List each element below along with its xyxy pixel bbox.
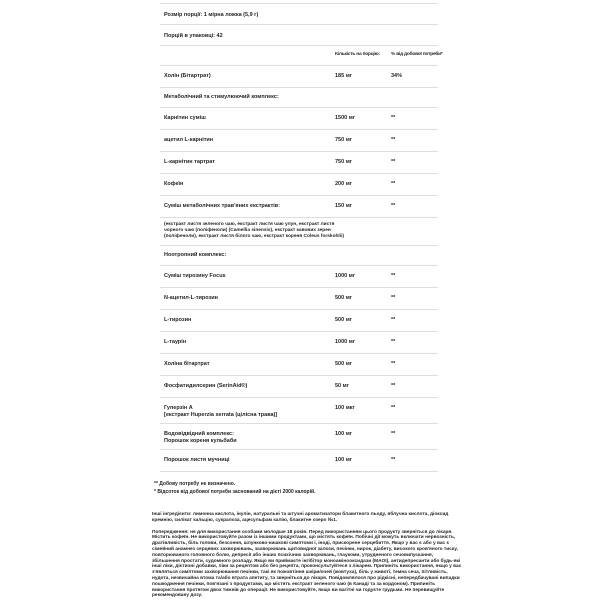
ingredient-name: Суміш метаболічних трав'яних екстрактів: — [164, 203, 280, 209]
ingredient-row — [160, 398, 438, 424]
footnote-daily-value-not-established: ** Добову потребу не визначено. — [154, 481, 236, 487]
ingredient-row — [160, 266, 438, 288]
daily-value-column-header: % від добової потреби* — [391, 52, 443, 57]
other-ingredients-text: Інші інгредієнти: лимонна кислота, інулін, натуральні та штучні ароматизатори блакитного льоду, яблучна кислота, діоксид кремнію, силікат кальцію, сукралоза, ацесульфам калію, блакитне озеро №1. — [152, 512, 449, 523]
ingredient-amount: 150 мг — [335, 203, 353, 209]
ingredient-rows — [160, 66, 438, 472]
ingredient-name: L-тирозин — [164, 317, 192, 323]
ingredient-amount: 750 мг — [335, 137, 353, 143]
ingredient-daily-value: ** — [391, 339, 396, 345]
ingredient-amount: 200 мг — [335, 181, 353, 187]
servings-per-container-row — [160, 25, 438, 46]
ingredient-daily-value: ** — [391, 317, 396, 323]
ingredient-row — [160, 174, 438, 196]
ingredient-name: Гуперзін А [екстракт Huperzia serrata (цілісна трава)] — [164, 405, 334, 418]
warnings-text: Попередження: не для використання особами молодше 18 років. Перед використанням цього продукту зверніться до лікаря. Містить кофеїн. Не використовуйте разом із іншими продуктами, що містять кофеїн. Побічні дії можуть включати нервозність, дратівливість, біль голови, безсоння, шлунково-кишкові симптоми і, іноді, прискорене серцебиття. Якщо у вас є або у вас є сімейний анамнез серцевих захворювань, захворювань щитовидної залози, печінки, нирок, діабету, високого кров'яного тиску, повторюваного головного болю, депресії або інших психічних захворювань, глаукоми, утрудненого сечовипускання, збільшення простати, судомного розладу. Якщо ви приймаєте інгібітор моноамінооксидази (МАОІ), антидепресанти або будь-які інші ліки, дієтичні добавки, ліки за рецептом або без рецепта, проконсультуйтеся з лікарем. Припиніть використання, якщо у вас з'являться симптоми захворювання печінки, такі як пожовтіння шкіри/очей (жовтуха), біль у животі, темна сеча, пітливість, нудота, незвичайна втома та/або втрата апетиту, та зверніться до лікаря. Повідомлялося про рідкісні, непередбачувані випадки пошкодження печінки, пов'язані з продуктами, що містять екстракт зеленого чаю (в Канаді та за кордоном). Припиніть використання протягом двох тижнів до операції. Не використовуйте, якщо ви вагітні чи годуєте грудьми. Не перевищуйте рекомендовану дозу. — [152, 529, 462, 599]
ingredient-daily-value: ** — [391, 457, 396, 463]
ingredient-daily-value: ** — [391, 203, 396, 209]
ingredient-name: N-ацетил-L-тирозин — [164, 295, 218, 301]
ingredient-name: L-таурін — [164, 339, 187, 345]
ingredient-row — [160, 450, 438, 472]
ingredient-row — [160, 66, 438, 88]
ingredient-detail: [екстракт Huperzia serrata (цілісна трава)] — [164, 411, 278, 418]
ingredient-amount: 50 мг — [335, 383, 350, 389]
ingredient-name: Кофеїн — [164, 181, 184, 187]
ingredient-name: Холін (Бітартрат) — [164, 73, 211, 79]
servings-per-container-text: Порцій в упаковці: 42 — [164, 33, 223, 39]
ingredient-amount: 500 мг — [335, 295, 353, 301]
ingredient-amount: 100 мг — [335, 457, 353, 463]
ingredient-name: ацетил L-карнітин — [164, 137, 214, 143]
ingredient-name: Фосфатидилсерин (SerinAid®) — [164, 383, 248, 389]
footnotes — [154, 480, 438, 496]
ingredient-detail: Порошок кореня кульбаби — [164, 437, 237, 444]
ingredient-row — [160, 354, 438, 376]
ingredient-row — [160, 288, 438, 310]
ingredient-amount: 500 мг — [335, 361, 353, 367]
ingredient-name: Порошок листя мучниці — [164, 457, 230, 463]
ingredient-name: Водовідвідний комплекс: Порошок кореня кульбаби — [164, 431, 334, 444]
footnote-percent-dv-basis: * Відсоток від добової потреби заснований на дієті 2000 калорій. — [154, 489, 316, 495]
ingredient-daily-value: ** — [391, 405, 396, 411]
section-header-row — [160, 88, 438, 108]
ingredient-name: L-карнітин тартрат — [164, 159, 215, 165]
ingredient-amount: 750 мг — [335, 159, 353, 165]
ingredient-daily-value: ** — [391, 431, 396, 437]
ingredient-daily-value: ** — [391, 181, 396, 187]
ingredient-amount: 500 мг — [335, 317, 353, 323]
section-header-row — [160, 246, 438, 266]
ingredient-daily-value: ** — [391, 273, 396, 279]
ingredient-row — [160, 130, 438, 152]
ingredient-row — [160, 152, 438, 174]
column-header-row — [160, 46, 443, 66]
ingredient-name: Метаболічний та стимулюючий комплекс: — [164, 94, 279, 100]
supplement-table — [160, 3, 443, 472]
ingredient-name: Холіна бітартрат — [164, 361, 210, 367]
ingredient-daily-value: ** — [391, 361, 396, 367]
ingredient-daily-value: 34% — [391, 73, 403, 79]
ingredient-row — [160, 310, 438, 332]
ingredient-name: Карнітин суміш — [164, 115, 206, 121]
ingredient-daily-value: ** — [391, 159, 396, 165]
ingredient-note-row — [160, 218, 438, 246]
ingredient-daily-value: ** — [391, 137, 396, 143]
ingredient-amount: 1000 мг — [335, 273, 356, 279]
ingredient-row — [160, 376, 438, 398]
ingredient-amount: 185 мг — [335, 73, 353, 79]
ingredient-row — [160, 196, 438, 218]
amount-column-header: Кількість на порцію: — [335, 52, 380, 57]
note-text: (екстракт листя зеленого чаю, екстракт листя чаю улун, екстракт листя чорного чаю (поліфеноли) (Camellia sinensis), екстракт кавових зерен (поліфеноли), екстракт листя білого чаю, екстракт кореня Coleus forskohlii) — [164, 222, 345, 240]
ingredient-amount: 100 мг — [335, 431, 353, 437]
ingredient-row — [160, 108, 438, 130]
ingredient-amount: 1000 мг — [335, 339, 356, 345]
ingredient-daily-value: ** — [391, 115, 396, 121]
serving-size-row — [160, 4, 438, 25]
ingredient-name: Суміш тирозину Focus — [164, 273, 226, 279]
ingredient-amount: 1500 мг — [335, 115, 356, 121]
ingredient-name: Ноотропний комплекс: — [164, 252, 227, 258]
ingredient-daily-value: ** — [391, 383, 396, 389]
ingredient-row — [160, 332, 438, 354]
ingredient-row — [160, 424, 438, 450]
serving-size-text: Розмір порції: 1 мірна ложка (5,9 г) — [164, 12, 259, 18]
ingredient-daily-value: ** — [391, 295, 396, 301]
ingredient-amount: 100 мкг — [335, 405, 355, 411]
supplement-facts-panel — [152, 3, 462, 599]
